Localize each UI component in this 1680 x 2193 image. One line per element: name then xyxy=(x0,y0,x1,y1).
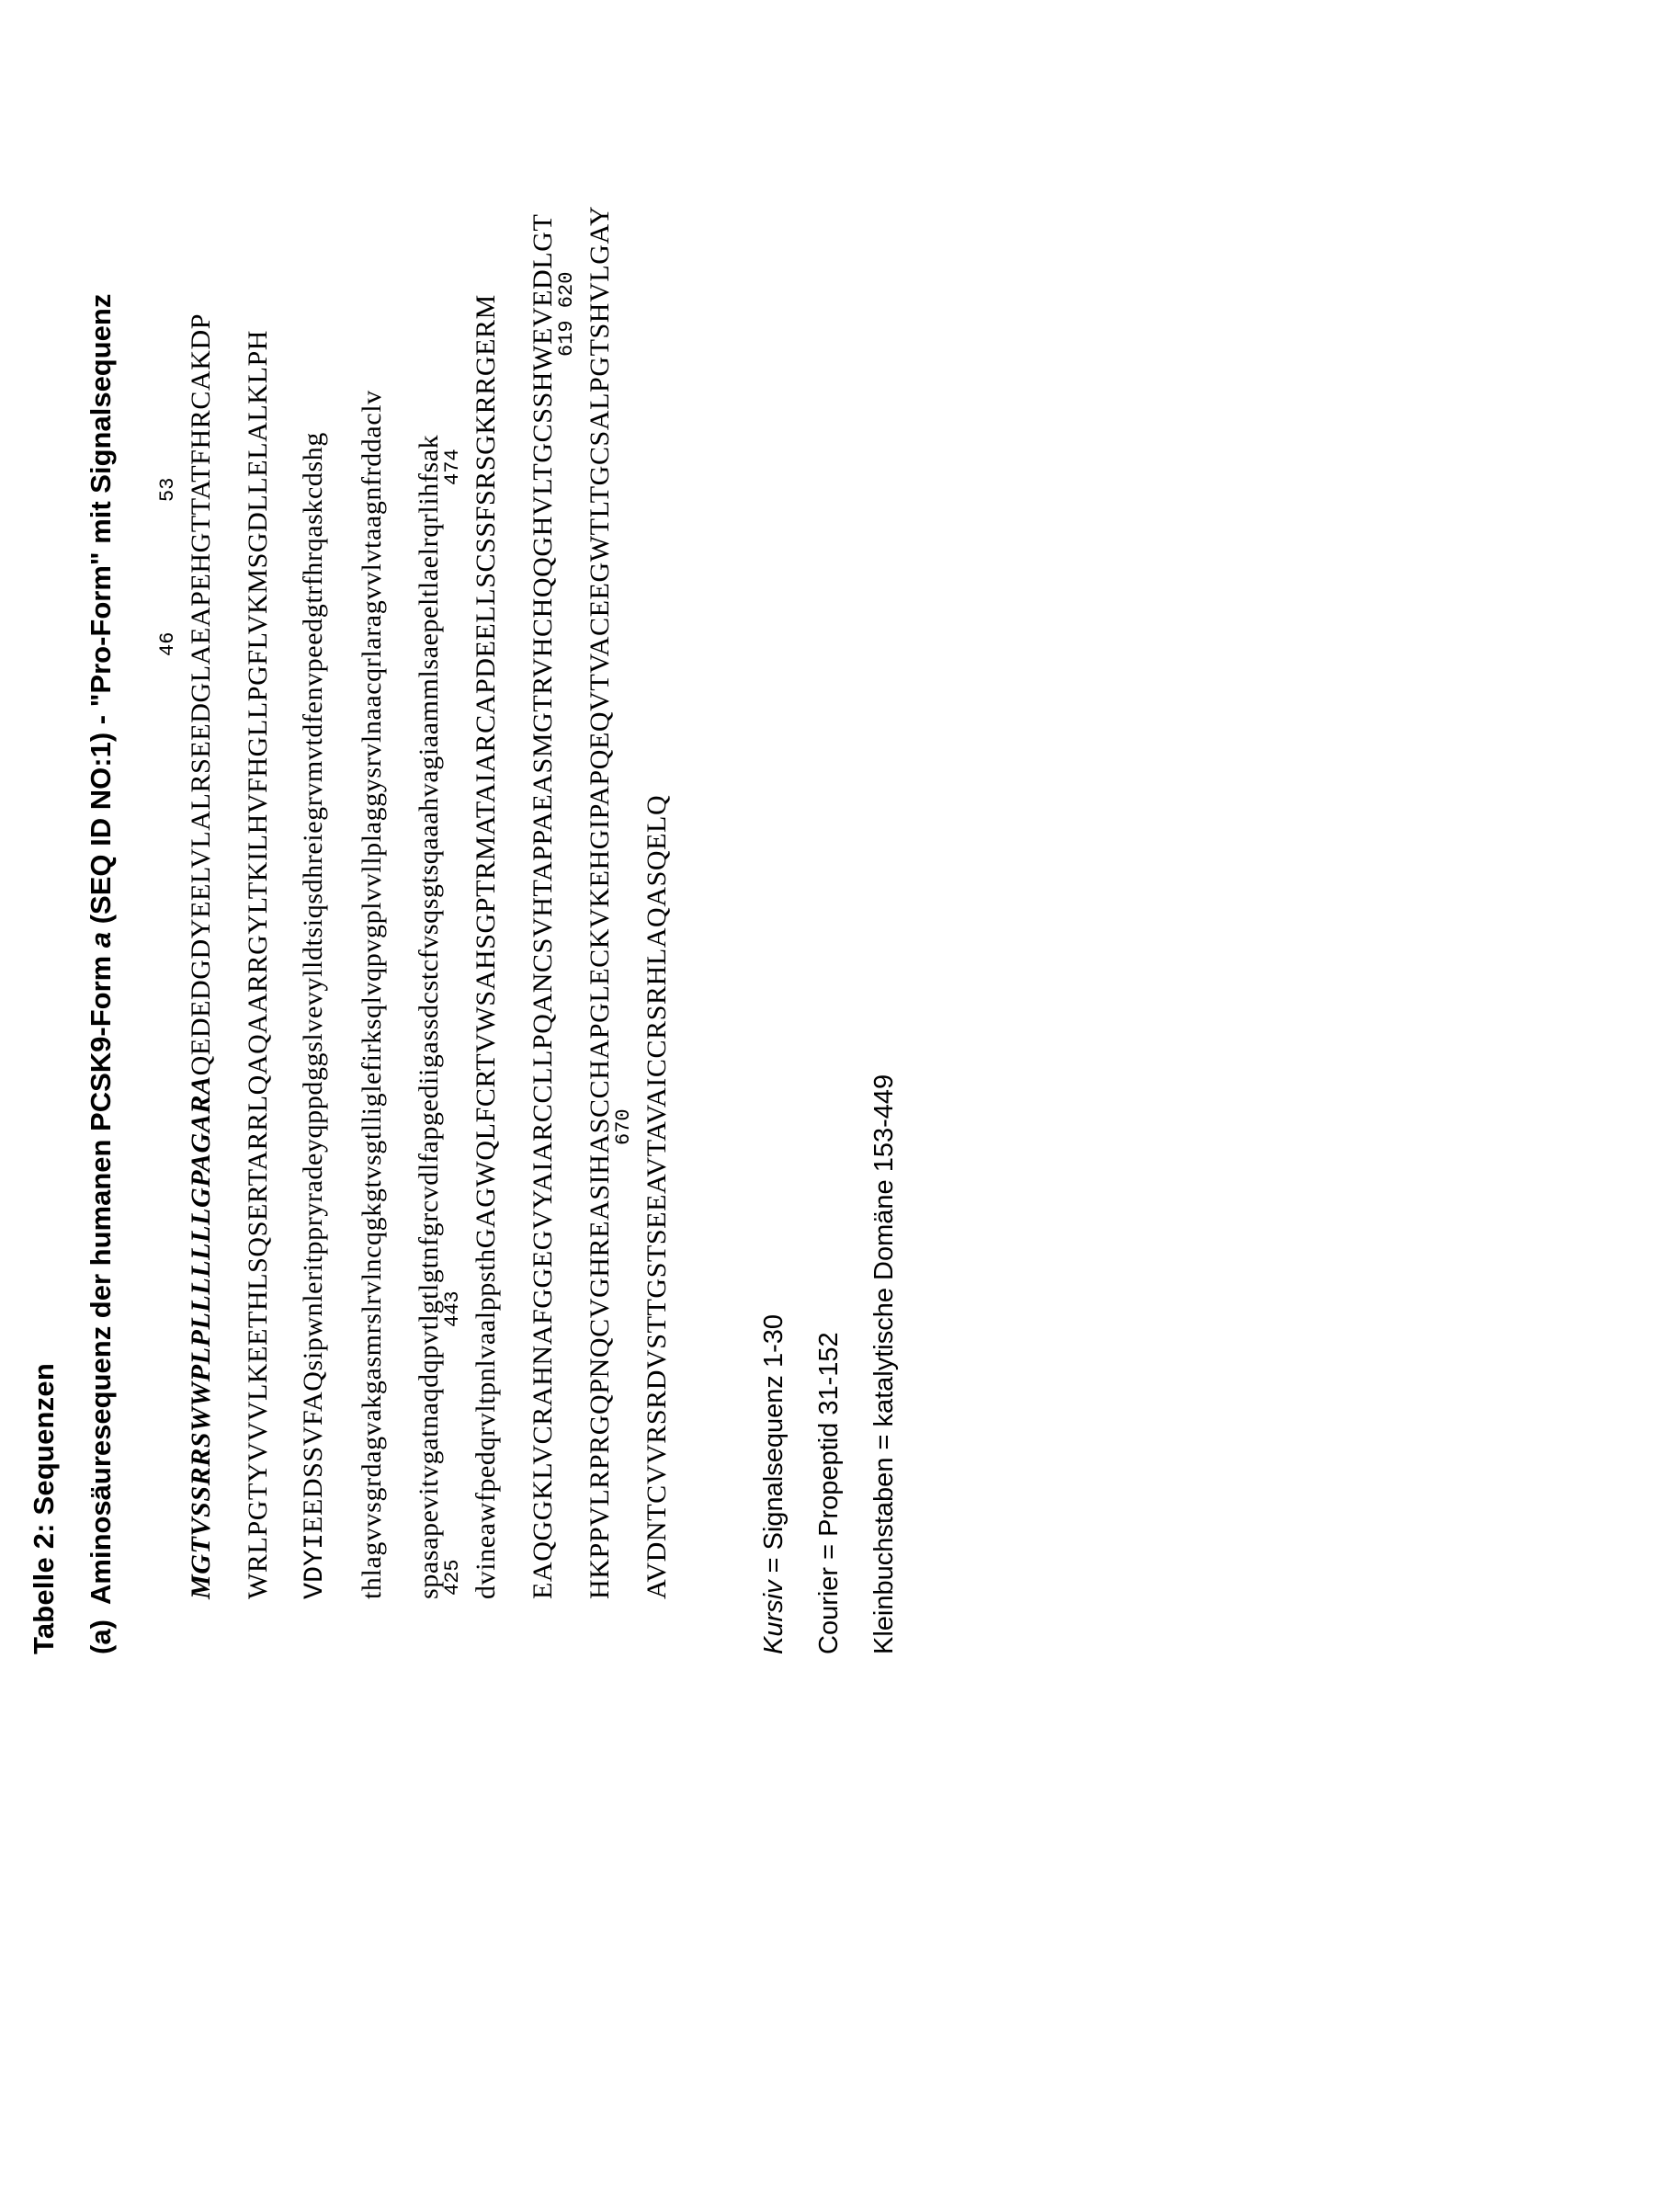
sequence-line xyxy=(393,0,450,1599)
sequence-text: dvineawfpedqrvltpnlvaalppsthGAGWQLFCRTVWSAHSGPTRMATAIARCAPDEELLSCSSFSRSGKRRGERM xyxy=(471,294,501,1599)
section-title-prefix: Aminosäuresequenz der humanen PCSK9-Form xyxy=(85,948,117,1605)
legend-item xyxy=(801,0,857,1654)
sequence-line xyxy=(156,0,222,1599)
sequence-residues: QEDEDGDYEELVLALRSEEDGLAEAPEHGTTATFHRCAKDP xyxy=(186,312,216,1076)
section-title-suffix: (SEQ ID NO:1) - "Pro-Form" mit Signalsequenz xyxy=(85,293,117,932)
residue-number: 443 xyxy=(441,1290,464,1327)
sequence-text: thlagvvsgrdagvakgasmrslrvlncqgkgtvsgtlliglefirksqlvqpvgplvvllplaggysrvlnaacqrlaragvvlvtaagnfrddaclv xyxy=(357,390,387,1599)
sequence-line xyxy=(612,0,678,1599)
residue-number: 53 xyxy=(156,477,179,502)
section-label: (a) xyxy=(85,1619,117,1654)
section-title-italic: a xyxy=(85,931,117,949)
sequence-text xyxy=(298,432,331,1599)
page-title: Tabelle 2: Sequenzen xyxy=(28,1363,60,1654)
sequence-text: WRLPGTYVVVLKEETHLSQSERTARRLQAQAARRGYLTKILHVFHGLLPGFLVKMSGDLLELALKLPH xyxy=(243,329,273,1599)
residue-number: 46 xyxy=(156,631,179,656)
sequence-text: EAQGGKLVCRAHNAFGGEGVYAIARCCLLPQANCSVHTAPPAEASMGTRVHCHQQGHVLTGCSSHWEVEDLGT xyxy=(528,213,558,1599)
sequence-line xyxy=(555,0,621,1599)
legend xyxy=(746,0,912,1654)
sequence-text: AVDNTCVVRSRDVSTTGSTSEEAVTAVAICCRSRHLAQASQELQ xyxy=(641,794,672,1599)
residue-number: 619 620 xyxy=(555,271,578,357)
sequence-line xyxy=(222,0,279,1599)
sequence-line xyxy=(441,0,507,1599)
residue-number: 425 xyxy=(441,1559,464,1596)
sequence-propeptide-mono: VDYI xyxy=(300,1532,331,1599)
section-heading xyxy=(85,0,118,1654)
sequence-line xyxy=(336,0,393,1599)
sequence-text: spasapevitvgatnaqdqpvtlgtlgtnfgrcvdlfapgediigassdcstcfvsqsgtsqaaahvagiaammlsaepeltlaelrqrlihfsak xyxy=(414,434,444,1599)
legend-text: = Signalsequenz 1-30 xyxy=(759,1314,789,1581)
legend-item xyxy=(746,0,801,1654)
residue-number: 670 xyxy=(612,1108,635,1145)
legend-item xyxy=(857,0,912,1654)
sequence-block xyxy=(156,0,678,1599)
document-body xyxy=(28,0,912,1654)
legend-text: Kleinbuchstaben = katalytische Domäne 153-449 xyxy=(869,1074,899,1654)
legend-text: Courier = Propeptid 31-152 xyxy=(814,1332,844,1654)
sequence-text: HKPPVLRPRGQPNQCVGHREASIHASCCHAPGLECKVKEHGIPAPQEQVTVACEEGWTLTGCSALPGTSHVLGAY xyxy=(585,205,615,1599)
sequence-signal-peptide: MGTVSSRRSWWPLPLLLLLLLGPAGARA xyxy=(186,1075,216,1599)
sequence-line xyxy=(507,0,564,1599)
sequence-line xyxy=(279,0,336,1599)
legend-italic-term: Kursiv xyxy=(759,1580,789,1654)
sequence-text xyxy=(186,313,217,1599)
section-title xyxy=(85,294,118,1605)
sequence-residues: EEDSSVFAQsipwnleritppryradeyqppdggslvevylldtsiqsdhreiegrvmvtdfenvpeedgtrfhrqaskcdshg xyxy=(298,431,328,1533)
residue-number: 474 xyxy=(441,449,464,485)
